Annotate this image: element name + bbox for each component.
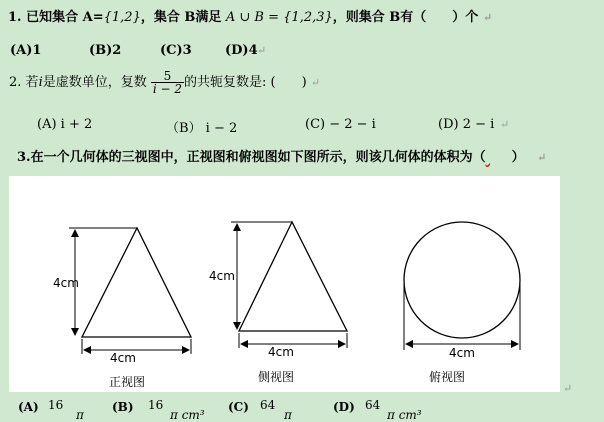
- side-view: [209, 222, 347, 384]
- q3-answer-b-num: 16: [148, 398, 164, 412]
- q3-answer-c-unit: π: [284, 408, 292, 422]
- q2-line: [9, 70, 320, 95]
- q2-text-b: 是虚数单位，复数: [42, 75, 147, 90]
- q1-text-b: ，集合 B满足: [140, 10, 222, 25]
- q1-option-a: (A)1: [10, 43, 42, 58]
- side-width-label: 4cm: [268, 345, 294, 359]
- q2-option-b: （B） i − 2: [166, 121, 238, 136]
- q3-answer-b-letter: (B): [112, 400, 134, 414]
- q2-text-c: 的共轭复数是: ( ): [184, 75, 307, 90]
- q1-condition: A ∪ B = {1,2,3}: [225, 10, 333, 25]
- q3-line: [17, 146, 546, 165]
- q3-answer-d-letter: (D): [333, 400, 355, 414]
- q3-answer-a-letter: (A): [18, 400, 39, 414]
- return-mark: ↵: [310, 76, 321, 89]
- q3-answer-c-num: 64: [260, 398, 276, 412]
- side-height-label: 4cm: [209, 269, 235, 283]
- q3-blank: [486, 150, 512, 165]
- q3-text-b: ）: [511, 150, 525, 165]
- top-view-circle: [404, 222, 520, 338]
- q1-option-d: (D)4: [225, 43, 258, 58]
- q2-fraction: [151, 70, 184, 95]
- front-width-label: 4cm: [110, 351, 136, 365]
- q2-frac-num: 5: [151, 70, 184, 83]
- q3-answer-d: [333, 398, 422, 422]
- q2-option-c: (C) − 2 − i: [305, 117, 376, 132]
- top-width-label: 4cm: [449, 346, 475, 360]
- return-mark: ↵: [257, 44, 267, 57]
- q3-answer-d-unit: π cm³: [387, 408, 422, 422]
- q1-text-a: 已知集合 A=: [26, 10, 104, 25]
- return-mark: ↵: [500, 118, 510, 131]
- q3-answer-d-num: 64: [365, 398, 381, 412]
- return-mark: ↵: [537, 151, 547, 164]
- q2-text-a: 若: [25, 75, 39, 90]
- q3-answer-b: [112, 398, 205, 422]
- q3-answer-a: [18, 398, 84, 422]
- front-view-triangle: [82, 228, 191, 337]
- q3-answer-a-num: 16: [48, 398, 64, 412]
- q3-text-a: 3.在一个几何体的三视图中，正视图和俯视图如下图所示，则该几何体的体积为（: [17, 150, 486, 165]
- q2-var: i: [38, 75, 43, 90]
- front-view-caption: 正视图: [109, 375, 146, 389]
- q1-option-c: (C)3: [160, 43, 192, 58]
- return-mark: ↵: [563, 382, 573, 395]
- q3-answer-a-unit: π: [76, 408, 84, 422]
- q1-set-a: {1,2}: [103, 10, 141, 25]
- q1-text-c: ，则集合 B有（ ）个: [332, 10, 479, 25]
- front-height-label: 4cm: [53, 276, 79, 290]
- three-view-figure: [9, 176, 560, 392]
- q2-frac-den: i − 2: [152, 82, 183, 96]
- return-mark: ↵: [482, 11, 493, 24]
- side-view-triangle: [239, 222, 347, 331]
- q3-answer-b-unit: π cm³: [170, 408, 205, 422]
- q1-line: [8, 6, 492, 25]
- q3-answer-c-letter: (C): [228, 400, 249, 414]
- q2-option-d: (D) 2 − i: [438, 117, 495, 132]
- q1-option-b: (B)2: [89, 43, 122, 58]
- q3-answer-c: [228, 398, 292, 422]
- top-view-caption: 俯视图: [429, 370, 466, 384]
- q1-number: 1.: [8, 10, 22, 25]
- side-view-caption: 侧视图: [258, 370, 295, 384]
- top-view: [404, 222, 520, 384]
- q2-option-a: (A) i + 2: [37, 117, 93, 132]
- q2-number: 2.: [9, 75, 22, 90]
- front-view: [53, 228, 191, 389]
- three-view-svg: [9, 176, 560, 392]
